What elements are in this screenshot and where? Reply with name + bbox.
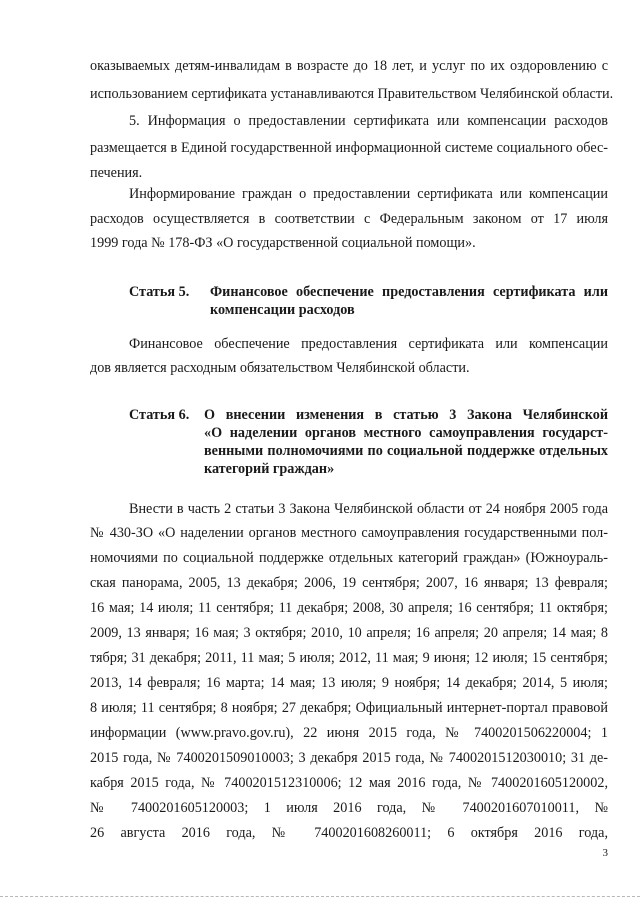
heading-line: венными полномочиями по социальной поддержке отдельных bbox=[204, 443, 608, 459]
article-5-title bbox=[210, 283, 608, 319]
heading-line: категорий граждан» bbox=[204, 461, 335, 477]
paragraph-line: 5. Информация о предоставлении сертификата или компенсации расходов bbox=[129, 113, 608, 129]
paragraph-line: 26 августа 2016 года, № 7400201608260011; 6 октября 2016 года, bbox=[90, 825, 608, 841]
article-5-label: Статья 5. bbox=[129, 284, 190, 300]
paragraph-line: 8 июля; 11 сентября; 8 ноября; 27 декабря; Официальный интернет-портал правовой bbox=[90, 700, 608, 716]
paragraph-line: 1999 года № 178-ФЗ «О государственной социальной помощи». bbox=[90, 235, 476, 251]
paragraph-line: оказываемых детям-инвалидам в возрасте до 18 лет, и услуг по их оздоровлению с bbox=[90, 58, 608, 74]
paragraph-line: 2013, 14 февраля; 16 марта; 14 мая; 13 июля; 9 ноября; 14 декабря; 2014, 5 июля; bbox=[90, 675, 608, 691]
page-bottom-rule bbox=[0, 896, 640, 897]
paragraph-line: печения. bbox=[90, 165, 143, 181]
page-number: 3 bbox=[602, 847, 608, 859]
paragraph-line: размещается в Единой государственной информационной системе социального обес- bbox=[90, 140, 608, 156]
heading-line: «О наделении органов местного самоуправления государст- bbox=[204, 425, 608, 441]
heading-line: Финансовое обеспечение предоставления сертификата или bbox=[210, 284, 608, 300]
paragraph-line: 2015 года, № 7400201509010003; 3 декабря 2015 года, № 7400201512030010; 31 де- bbox=[90, 750, 608, 766]
article-6-label: Статья 6. bbox=[129, 407, 190, 423]
article-6-title bbox=[204, 406, 608, 478]
paragraph-line: расходов осуществляется в соответствии с Федеральным законом от 17 июля bbox=[90, 211, 608, 227]
paragraph-line: кабря 2015 года, № 7400201512310006; 12 мая 2016 года, № 7400201605120002, bbox=[90, 775, 608, 791]
paragraph-line: Внести в часть 2 статьи 3 Закона Челябинской области от 24 ноября 2005 года bbox=[129, 501, 608, 517]
paragraph-line: дов является расходным обязательством Челябинской области. bbox=[90, 360, 470, 376]
paragraph-line: номочиями по социальной поддержке отдельных категорий граждан» (Южноураль- bbox=[90, 550, 608, 566]
paragraph-line: № 7400201605120003; 1 июля 2016 года, № 7400201607010011, № bbox=[90, 800, 608, 816]
paragraph-line: Информирование граждан о предоставлении сертификата или компенсации bbox=[129, 186, 608, 202]
heading-line: компенсации расходов bbox=[210, 302, 355, 318]
heading-line: О внесении изменения в статью 3 Закона Челябинской bbox=[204, 407, 608, 423]
paragraph-line: ская панорама, 2005, 13 декабря; 2006, 19 сентября; 2007, 16 января; 13 февраля; bbox=[90, 575, 608, 591]
paragraph-line: № 430-ЗО «О наделении органов местного самоуправления государственными пол- bbox=[90, 525, 608, 541]
paragraph-line: 16 мая; 14 июля; 11 сентября; 11 декабря; 2008, 30 апреля; 16 сентября; 11 октября; bbox=[90, 600, 608, 616]
paragraph-line: тября; 31 декабря; 2011, 11 мая; 5 июля; 2012, 11 мая; 9 июня; 12 июля; 15 сентября; bbox=[90, 650, 608, 666]
paragraph-line: использованием сертификата устанавливаются Правительством Челябинской области. bbox=[90, 86, 614, 102]
paragraph-line: информации (www.pravo.gov.ru), 22 июня 2015 года, № 7400201506220004; 1 bbox=[90, 725, 608, 741]
paragraph-line: 2009, 13 января; 16 мая; 3 октября; 2010, 10 апреля; 16 апреля; 20 апреля; 14 мая; 8 bbox=[90, 625, 608, 641]
paragraph-line: Финансовое обеспечение предоставления сертификата или компенсации bbox=[129, 336, 608, 352]
